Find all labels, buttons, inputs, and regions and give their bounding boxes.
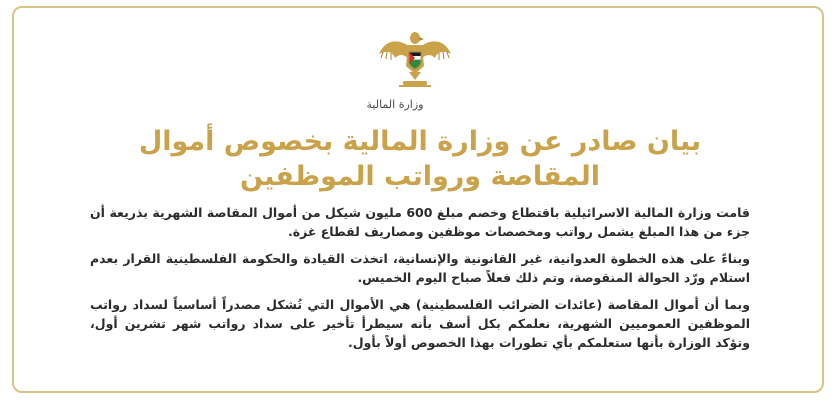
palestinian-eagle-emblem-icon xyxy=(375,28,455,92)
statement-paragraph: وبما أن أموال المقاصة (عائدات الضرائب الفلسطينية) هي الأموال التي تُشكل مصدراً أساسياً لسداد رواتب الموظفين العموميين الشهرية، نعلمكم بكل أسف بأنه سيطرأ تأخير على سداد رواتب شهر تشرين أول، وتؤكد الوزارة بأنها ستعلمكم بأي تطورات بهذا الخصوص أولاً بأول. xyxy=(90,297,750,350)
statement-paragraph: قامت وزارة المالية الاسرائيلية باقتطاع وخصم مبلغ 600 مليون شيكل من أموال المقاصة الشهرية بذريعة أن جزء من هذا المبلغ يشمل رواتب ومخصصات موظفين ومصاريف لقطاع غزة. xyxy=(90,205,750,239)
statement-paragraph: وبناءً على هذه الخطوة العدوانية، غير القانونية والإنسانية، اتخذت القيادة والحكومة الفلسطينية القرار بعدم استلام ورّد الحوالة المنقوصة، وتم ذلك فعلاً صباح اليوم الخميس. xyxy=(90,251,750,285)
statement-title-line2: المقاصة ورواتب الموظفين xyxy=(239,161,601,192)
ministry-name-label: وزارة المالية xyxy=(366,98,424,111)
statement-title-line1: بيان صادر عن وزارة المالية بخصوص أموال xyxy=(138,126,702,157)
